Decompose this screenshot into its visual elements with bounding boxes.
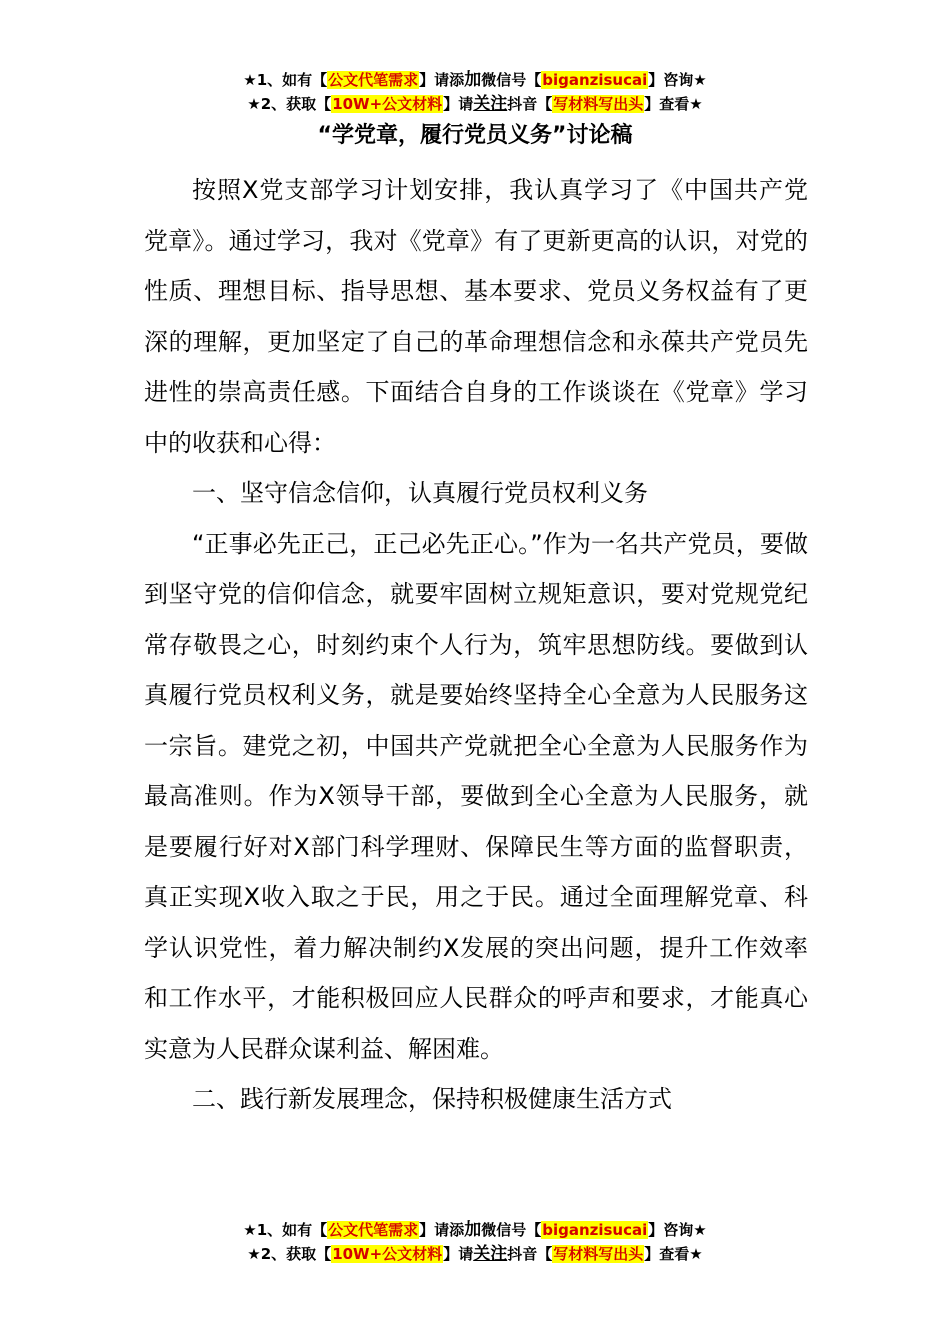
promo-line-1 (0, 1218, 950, 1242)
promo-text: ★2、获取【 (247, 95, 332, 113)
promo-text: 】查看★ (644, 1245, 703, 1263)
promo-wechat-id: biganzisucai (542, 71, 648, 89)
promo-text: ★2、获取【 (247, 1245, 332, 1263)
promo-text: 】查看★ (644, 95, 703, 113)
promo-highlight: 公文代笔需求 (328, 71, 419, 89)
promo-emphasis: 加 (464, 1220, 482, 1240)
promo-text: 微信号【 (481, 71, 542, 89)
document-body (144, 165, 808, 1125)
promo-emphasis: 关注 (473, 1244, 508, 1264)
promo-highlight: 10W+公文材料 (332, 1245, 443, 1263)
promo-line-1 (0, 68, 950, 92)
promo-douyin-id: 写材料写出头 (553, 1245, 644, 1263)
promo-text: 】请 (443, 1245, 474, 1263)
promo-line-2 (0, 1242, 950, 1266)
section-heading-2: 二、践行新发展理念，保持积极健康生活方式 (192, 1085, 672, 1113)
promo-emphasis: 加 (464, 70, 482, 90)
paragraph-intro: 按照X党支部学习计划安排，我认真学习了《中国共产党党章》。通过学习，我对《党章》有了更新更高的认识，对党的性质、理想目标、指导思想、基本要求、党员义务权益有了更深的理解，更加坚定了自己的革命理想信念和永葆共产党员先进性的崇高责任感。下面结合自身的工作谈谈在《党章》学习中的收获和心得： (144, 176, 808, 457)
promo-banner-bottom (0, 1218, 950, 1266)
promo-text: ★1、如有【 (243, 1221, 328, 1239)
section-heading-1: 一、坚守信念信仰，认真履行党员权利义务 (192, 479, 648, 507)
promo-highlight: 公文代笔需求 (328, 1221, 419, 1239)
promo-text: 】请 (443, 95, 474, 113)
promo-wechat-id: biganzisucai (542, 1221, 648, 1239)
promo-text: ★1、如有【 (243, 71, 328, 89)
promo-banner-top (0, 68, 950, 116)
promo-text: 微信号【 (481, 1221, 542, 1239)
promo-douyin-id: 写材料写出头 (553, 95, 644, 113)
promo-text: 】请添 (419, 71, 465, 89)
promo-emphasis: 关注 (473, 94, 508, 114)
document-title: “学党章，履行党员义务”讨论稿 (317, 123, 633, 148)
promo-text: 抖音【 (507, 95, 553, 113)
promo-text: 】请添 (419, 1221, 465, 1239)
promo-text: 抖音【 (507, 1245, 553, 1263)
promo-text: 】咨询★ (648, 1221, 707, 1239)
promo-text: 】咨询★ (648, 71, 707, 89)
paragraph-section-1: “正事必先正己，正己必先正心。”作为一名共产党员，要做到坚守党的信仰信念，就要牢固树立规矩意识，要对党规党纪常存敬畏之心，时刻约束个人行为，筑牢思想防线。要做到认真履行党员权利义务，就是要始终坚持全心全意为人民服务这一宗旨。建党之初，中国共产党就把全心全意为人民服务作为最高准则。作为X领导干部，要做到全心全意为人民服务，就是要履行好对X部门科学理财、保障民生等方面的监督职责，真正实现X收入取之于民，用之于民。通过全面理解党章、科学认识党性，着力解决制约X发展的突出问题，提升工作效率和工作水平，才能积极回应人民群众的呼声和要求，才能真心实意为人民群众谋利益、解困难。 (144, 529, 808, 1063)
promo-highlight: 10W+公文材料 (332, 95, 443, 113)
promo-line-2 (0, 92, 950, 116)
